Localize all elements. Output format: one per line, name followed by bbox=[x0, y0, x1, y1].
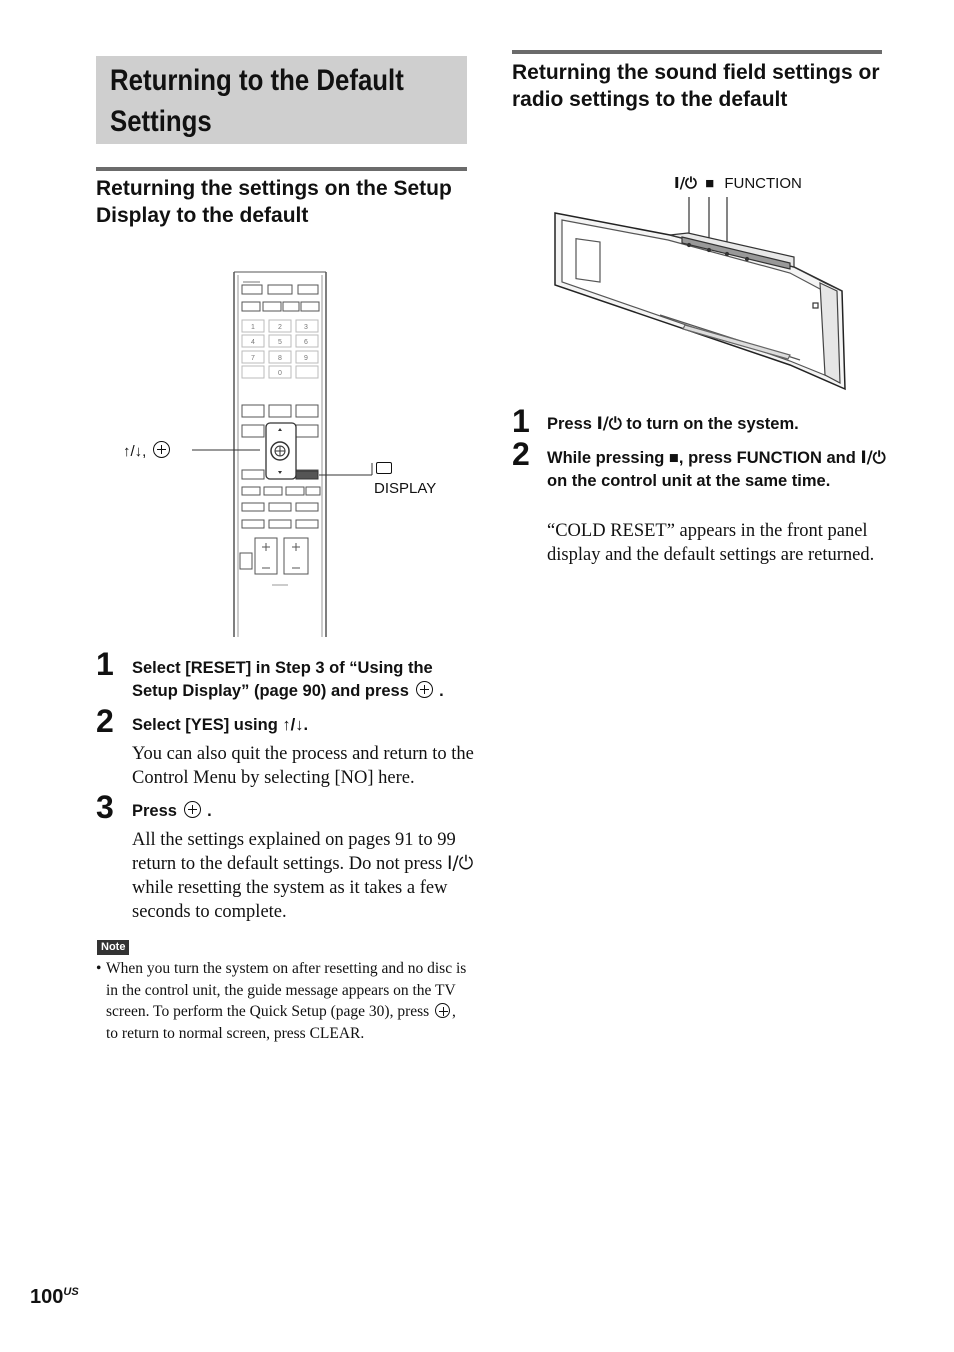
display-icon bbox=[376, 462, 392, 474]
right-step-2-head-b: on the control unit at the same time. bbox=[547, 472, 831, 490]
svg-text:2: 2 bbox=[278, 324, 282, 331]
function-label: FUNCTION bbox=[724, 175, 802, 192]
page-title bbox=[110, 60, 411, 142]
right-step-number-1: 1 bbox=[512, 403, 530, 439]
power-icon: I/⏻ bbox=[596, 414, 622, 433]
section-heading-sound-field: Returning the sound field settings or radio settings to the default bbox=[512, 61, 880, 111]
svg-text:1: 1 bbox=[251, 324, 255, 331]
enter-icon bbox=[153, 441, 170, 458]
svg-text:5: 5 bbox=[278, 339, 282, 346]
svg-text:3: 3 bbox=[304, 324, 308, 331]
step-1-heading-line-b bbox=[132, 680, 477, 703]
svg-text:6: 6 bbox=[304, 339, 308, 346]
right-step-2-body: “COLD RESET” appears in the front panel display and the default settings are returned. bbox=[547, 521, 875, 565]
note-body bbox=[96, 958, 471, 1044]
enter-icon bbox=[416, 681, 433, 698]
enter-icon bbox=[184, 801, 201, 818]
step-1-heading-b-text: Setup Display” (page 90) and press bbox=[132, 682, 409, 700]
page-number bbox=[30, 1286, 79, 1309]
section-rule-left bbox=[96, 167, 467, 171]
note-bullet: • bbox=[96, 960, 102, 977]
step-2-heading: Select [YES] using ↑/↓. bbox=[132, 716, 309, 734]
step-1-heading-line-a: Select [RESET] in Step 3 of “Using the bbox=[132, 659, 433, 677]
svg-text:4: 4 bbox=[251, 339, 255, 346]
right-step-1-heading bbox=[547, 412, 887, 436]
note-text bbox=[96, 958, 471, 1044]
step-3-heading-text: Press bbox=[132, 802, 177, 820]
right-step-2-head-a: While pressing ■, press FUNCTION and bbox=[547, 449, 856, 467]
label-arrows bbox=[123, 441, 172, 460]
section-rule-right bbox=[512, 50, 882, 54]
right-step-1-head-a: Press bbox=[547, 415, 592, 433]
right-step-1-head-b: to turn on the system. bbox=[626, 415, 799, 433]
step-1-heading bbox=[132, 657, 477, 703]
step-3-heading bbox=[132, 800, 477, 823]
step-3-heading-tail: . bbox=[207, 802, 212, 820]
step-number-1: 1 bbox=[96, 646, 114, 682]
svg-text:9: 9 bbox=[304, 355, 308, 362]
control-unit-figure bbox=[550, 195, 850, 395]
label-display: DISPLAY bbox=[374, 480, 437, 497]
right-step-2-heading bbox=[547, 446, 887, 493]
stop-icon: ■ bbox=[705, 175, 715, 192]
power-icon: I/⏻ bbox=[446, 853, 474, 874]
step-number-2: 2 bbox=[96, 703, 114, 739]
svg-text:8: 8 bbox=[278, 355, 282, 362]
note-badge: Note bbox=[97, 940, 129, 955]
svg-text:0: 0 bbox=[278, 370, 282, 377]
step-3-body bbox=[132, 828, 477, 924]
label-arrows-text: ↑/↓, bbox=[123, 443, 147, 460]
right-step-number-2: 2 bbox=[512, 436, 530, 472]
power-icon: I/⏻ bbox=[860, 448, 886, 467]
section-heading-setup: Returning the settings on the Setup Display to the default bbox=[96, 177, 452, 227]
control-unit-labels bbox=[674, 174, 802, 192]
step-1-heading-tail: . bbox=[439, 682, 444, 700]
step-3-body-b: while resetting the system as it takes a few seconds to complete. bbox=[132, 878, 448, 922]
page-suffix: US bbox=[63, 1286, 79, 1298]
step-2-body: You can also quit the process and return to the Control Menu by selecting [NO] here. bbox=[132, 744, 474, 788]
page-title-text: Returning to the Default Settings bbox=[110, 64, 404, 138]
step-number-3: 3 bbox=[96, 789, 114, 825]
power-icon: I/⏻ bbox=[674, 174, 697, 192]
page-number-value: 100 bbox=[30, 1286, 64, 1308]
step-3-body-a: All the settings explained on pages 91 to 99 return to the default settings. Do not press bbox=[132, 830, 456, 874]
note-text-a: When you turn the system on after resetting and no disc is in the control unit, the guide message appears on the TV screen. To perform the Quick Setup (page 30), press bbox=[106, 960, 467, 1020]
note-text-b: , to return to normal screen, press CLEAR. bbox=[106, 1003, 456, 1042]
enter-icon bbox=[435, 1003, 450, 1018]
svg-text:7: 7 bbox=[251, 355, 255, 362]
